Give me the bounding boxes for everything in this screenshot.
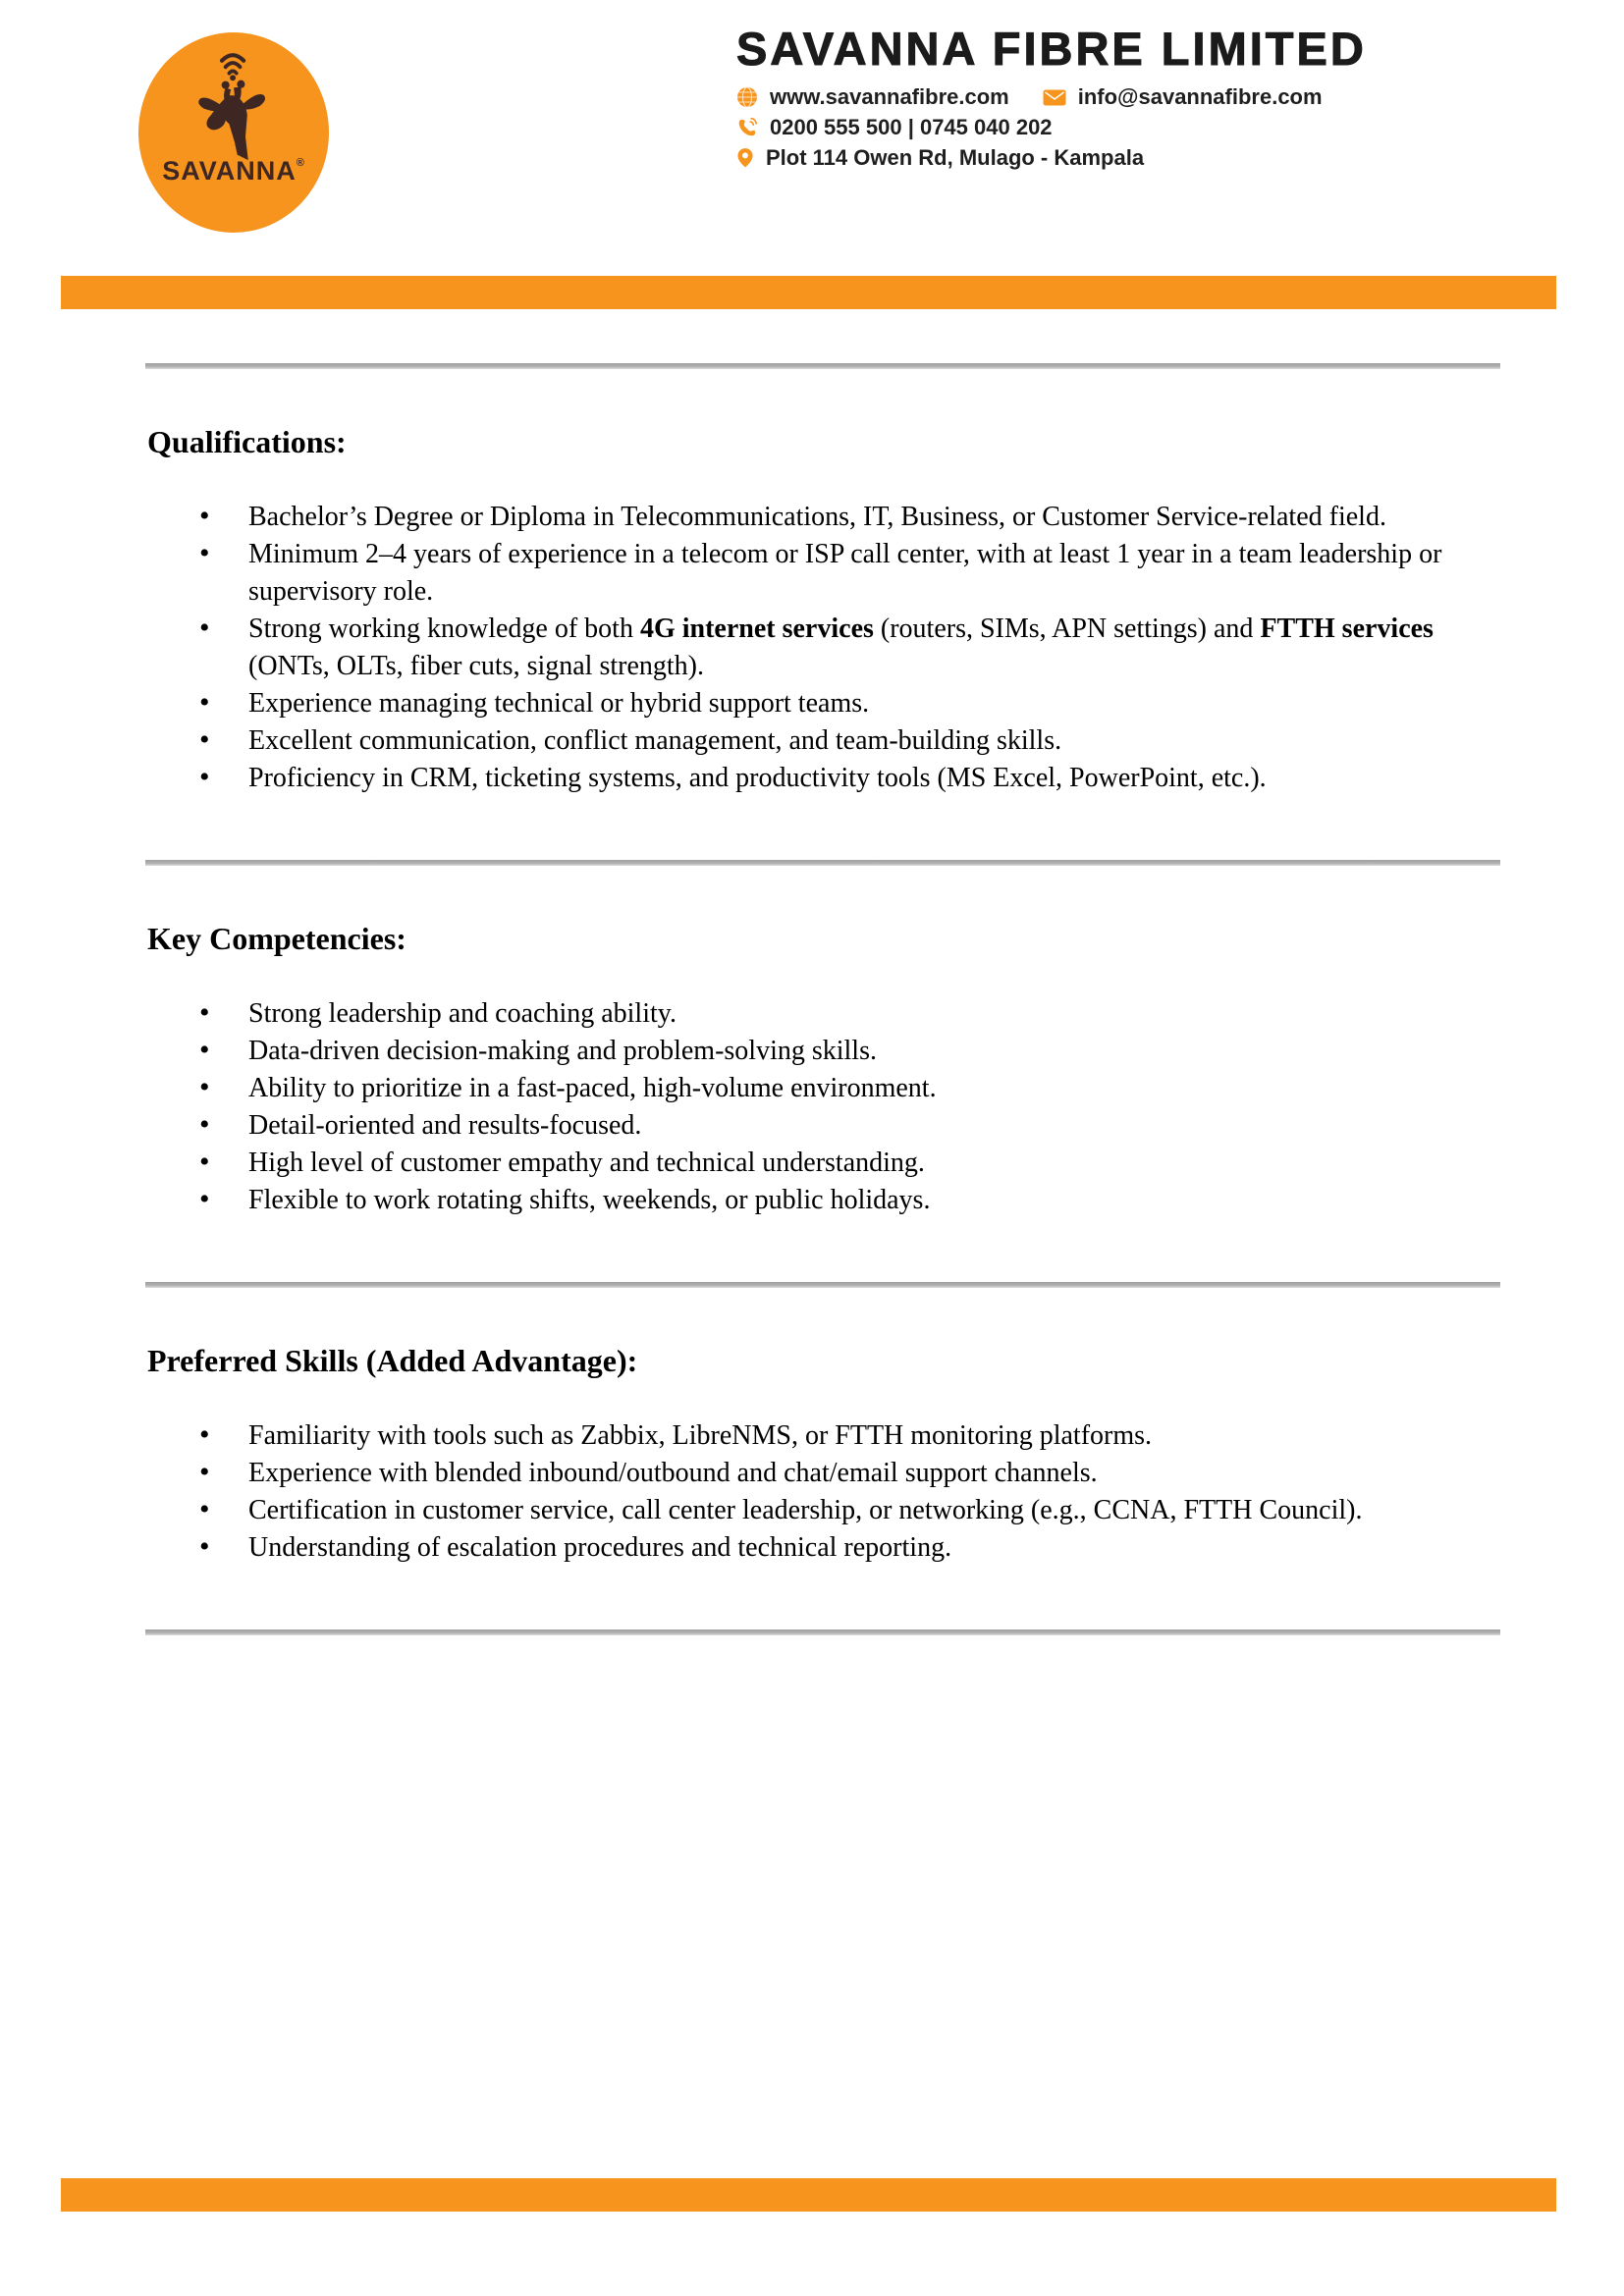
logo-brand-text: SAVANNA® [162,156,305,186]
email-group [1043,84,1323,110]
section-divider [145,363,1500,369]
section-divider [145,1629,1500,1635]
email-text: info@savannafibre.com [1077,84,1323,109]
bullet-item: • Experience managing technical or hybrid support teams. [145,685,1500,722]
website-group [736,84,1009,110]
giraffe-wifi-icon [176,46,292,162]
website-text: www.savannafibre.com [770,84,1009,109]
contact-row-address [736,145,1512,171]
bullet-item: • Understanding of escalation procedures and technical reporting. [145,1529,1500,1567]
header [736,24,1512,171]
header-accent-bar [61,276,1556,309]
phone-text: 0200 555 500 | 0745 040 202 [770,115,1053,139]
key-competencies-list [145,995,1500,1219]
company-name: SAVANNA FIBRE LIMITED [736,23,1367,75]
bullet-item: • Proficiency in CRM, ticketing systems, and productivity tools (MS Excel, PowerPoint, etc.). [145,760,1500,797]
preferred-skills-list [145,1417,1500,1567]
bullet-item: • Minimum 2–4 years of experience in a telecom or ISP call center, with at least 1 year in a team leadership or supervisory role. [145,536,1500,611]
bullet-item: • Certification in customer service, call center leadership, or networking (e.g., CCNA, FTTH Council). [145,1492,1500,1529]
bullet-item: • Ability to prioritize in a fast-paced, high-volume environment. [145,1070,1500,1107]
company-logo [138,32,329,233]
envelope-icon [1043,89,1066,106]
bullet-item: • Bachelor’s Degree or Diploma in Telecommunications, IT, Business, or Customer Service-related field. [145,499,1500,536]
bullet-item: • Strong working knowledge of both 4G internet services (routers, SIMs, APN settings) and FTTH services (ONTs, OLTs, fiber cuts, signal strength). [145,611,1500,685]
bullet-item: • Strong leadership and coaching ability. [145,995,1500,1033]
contact-row-phone [736,115,1512,140]
bullet-item: • Flexible to work rotating shifts, weekends, or public holidays. [145,1182,1500,1219]
phone-icon [736,117,758,138]
footer-accent-bar [61,2178,1556,2212]
section-heading-qualifications: Qualifications: [147,424,347,459]
section-heading-key-competencies: Key Competencies: [147,921,406,956]
bullet-item: • Data-driven decision-making and problem-solving skills. [145,1033,1500,1070]
section-divider [145,860,1500,866]
bullet-item: • High level of customer empathy and technical understanding. [145,1145,1500,1182]
address-text: Plot 114 Owen Rd, Mulago - Kampala [766,145,1145,170]
globe-icon [736,86,758,108]
section-heading-preferred-skills: Preferred Skills (Added Advantage): [147,1343,638,1378]
contact-rows [736,84,1512,171]
bullet-item: • Excellent communication, conflict management, and team-building skills. [145,722,1500,760]
location-pin-icon [736,146,754,170]
qualifications-list [145,499,1500,797]
bullet-item: • Experience with blended inbound/outbound and chat/email support channels. [145,1455,1500,1492]
bullet-item: • Familiarity with tools such as Zabbix, LibreNMS, or FTTH monitoring platforms. [145,1417,1500,1455]
section-divider [145,1282,1500,1288]
document-body [145,336,1500,1635]
contact-row-web-email [736,84,1512,110]
registered-mark: ® [296,157,305,169]
bullet-item: • Detail-oriented and results-focused. [145,1107,1500,1145]
